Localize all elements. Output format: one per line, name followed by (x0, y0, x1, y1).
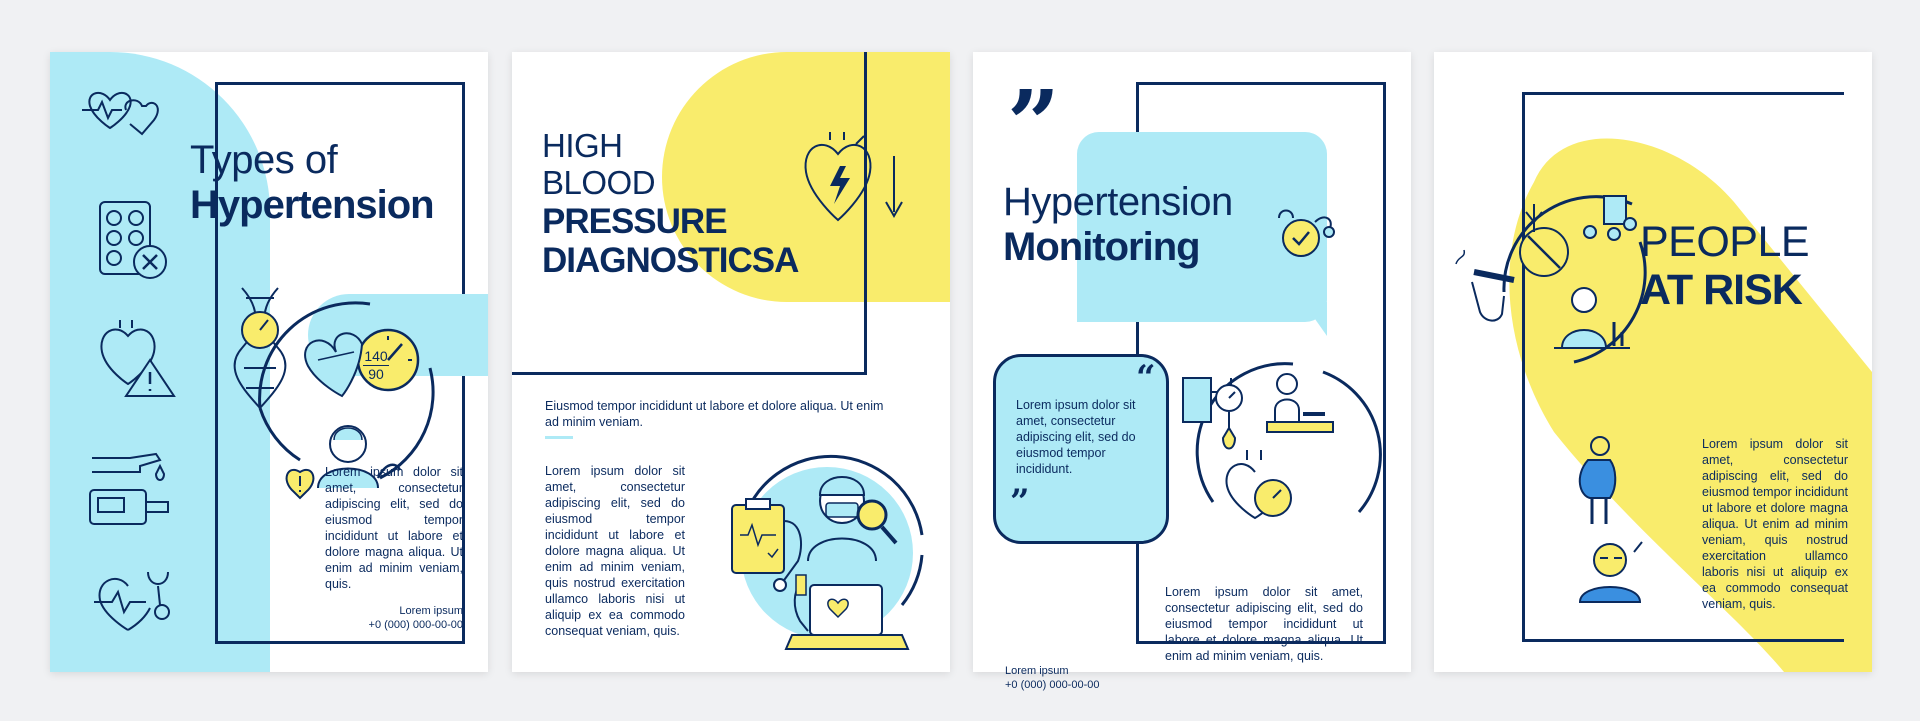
bubble-tail (1303, 302, 1327, 336)
title-line-2: BLOOD (542, 163, 656, 201)
elderly-person-icon (1576, 538, 1646, 602)
quote-mark-large: ” (1007, 70, 1060, 178)
title-light: Types of (190, 138, 338, 182)
title-line-1: HIGH (542, 127, 623, 164)
brochure-page-people-at-risk (1434, 52, 1872, 672)
accent-line (545, 436, 573, 439)
contact-name: Lorem ipsum (399, 605, 463, 617)
gauge-reading (346, 348, 406, 382)
body-text: Lorem ipsum dolor sit amet, consectetur adipiscing elit, sed do eiusmod tempor incididunt ut labore et dolore magna aliqua. Ut enim ad minim veniam, quis nostrud exercitation ullamco laboris nisi ut aliquip ex ea commodo consequat veniam, quis. (545, 464, 685, 638)
heart-stethoscope-badge-icon (1273, 200, 1337, 264)
overweight-person-icon (1576, 436, 1626, 526)
title-bold: Hypertension (190, 182, 434, 227)
patient-monitoring-illustration (1183, 352, 1393, 572)
title-light: Hypertension (1003, 180, 1233, 224)
heart-lightning-icon (802, 132, 902, 236)
gauge-systolic: 140 (364, 348, 388, 364)
title-bold: Monitoring (1003, 224, 1200, 269)
contact-name: Lorem ipsum (1005, 665, 1069, 677)
body-text: Lorem ipsum dolor sit amet, consectetur adipiscing elit, sed do eiusmod tempor incididunt ut labore et dolore magna aliqua. Ut enim ad minim veniam, quis. (1165, 585, 1363, 663)
finger-test-icon (90, 444, 180, 534)
quote-close-mark: ” (1010, 482, 1030, 522)
quote-text: Lorem ipsum dolor sit amet, consectetur adipiscing elit, sed do eiusmod tempor incididunt. (1016, 398, 1136, 476)
title-line-2: AT RISK (1640, 266, 1802, 315)
body-text: Lorem ipsum dolor sit amet, consectetur adipiscing elit, sed do eiusmod tempor incididunt ut labore et dolore magna aliqua. Ut enim ad minim veniam, quis. (325, 465, 463, 591)
quote-box (993, 354, 1169, 544)
contact-phone: +0 (000) 000-00-00 (368, 619, 463, 631)
gauge-diastolic: 90 (368, 366, 384, 382)
contact-block (305, 604, 463, 632)
title-line-4: DIAGNOSTICSA (542, 241, 799, 281)
brochure-page-monitoring (973, 52, 1411, 691)
body-text: Lorem ipsum dolor sit amet, consectetur adipiscing elit, sed do eiusmod tempor incididunt ut labore et dolore magna aliqua. Ut enim ad minim veniam, quis nostrud exercitation ullamco laboris nisi ut aliquip ex ea commodo consequat veniam, quis. (1702, 437, 1848, 611)
title-line-3: PRESSURE (542, 201, 727, 241)
brochure-page-diagnostics (512, 52, 950, 672)
pills-icon (98, 200, 170, 284)
intro-text: Eiusmod tempor incididunt ut labore et dolore aliqua. Ut enim ad minim veniam. (545, 399, 884, 429)
brochure-page-types-of-hypertension (50, 52, 488, 672)
contact-phone: +0 (000) 000-00-00 (1005, 679, 1100, 691)
heart-stethoscope-icon (92, 568, 178, 646)
page-title (1640, 218, 1860, 314)
title-line-1: PEOPLE (1640, 218, 1810, 266)
contact-block (1005, 664, 1145, 692)
heart-warning-icon (98, 320, 178, 400)
risk-factors-illustration (1454, 172, 1654, 392)
hearts-icon (82, 80, 162, 150)
page-title (190, 138, 470, 228)
quote-open-mark: “ (1136, 358, 1156, 398)
doctor-diagnostics-illustration (712, 435, 942, 660)
